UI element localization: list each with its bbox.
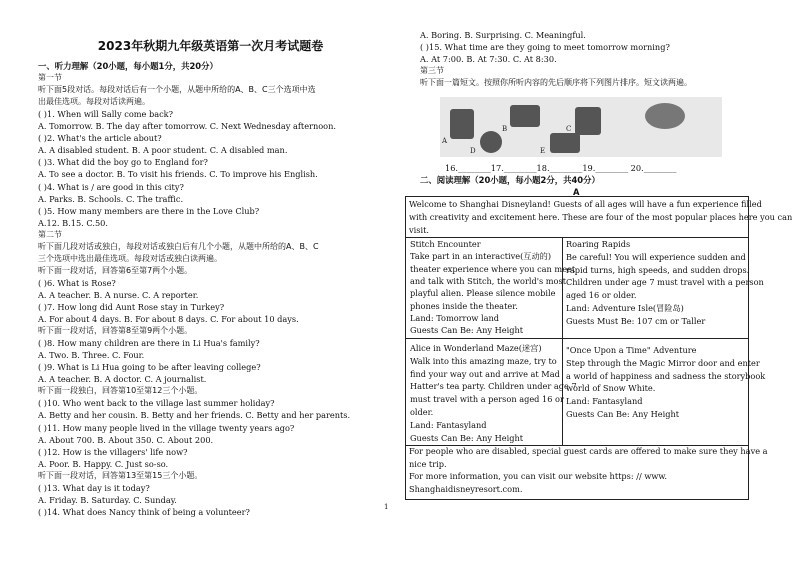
left-line: A. Friday. B. Saturday. C. Sunday.	[38, 494, 177, 505]
passage-line: theater experience where you can meet	[410, 263, 576, 274]
passage-line: must travel with a person aged 16 or	[410, 394, 564, 405]
left-line: 一、听力理解（20小题，每小题1分，共20分）	[38, 61, 218, 71]
rtop-line: 第三节	[420, 66, 444, 75]
left-line: ( )1. When will Sally come back?	[38, 109, 174, 120]
reading-section-heading: 二、阅读理解（20小题，每小题2分，共40分）	[420, 175, 600, 185]
left-line: ( )9. What is Li Hua going to be after leaving college?	[38, 362, 261, 373]
passage-line: visit.	[409, 225, 429, 235]
rtop-line: ( )15. What time are they going to meet tomorrow morning?	[420, 42, 670, 52]
passage-line: Land: Fantasyland	[566, 396, 643, 407]
picture-b	[510, 105, 540, 127]
passage-line: world of Snow White.	[566, 383, 656, 394]
left-line: 出最佳选项。每段对话读两遍。	[38, 97, 150, 107]
passage-line: Take part in an interactive(互动的)	[410, 251, 552, 262]
left-line: A. Poor. B. Happy. C. Just so-so.	[38, 458, 169, 469]
pic-label-e: E	[540, 147, 546, 155]
exam-title: 2023年秋期九年级英语第一次月考试题卷	[97, 39, 324, 53]
left-line: A. Parks. B. Schools. C. The traffic.	[38, 193, 184, 204]
passage-line: Land: Fantasyland	[410, 419, 487, 430]
page-number: 1	[384, 503, 389, 511]
left-line: A.12. B.15. C.50.	[38, 217, 108, 228]
passage-line: For more information, you can visit our website https: // www.	[409, 471, 667, 481]
picture-e	[550, 133, 580, 153]
left-line: A. About 700. B. About 350. C. About 200.	[38, 434, 214, 445]
left-line: ( )12. How is the villagers' life now?	[38, 446, 188, 457]
passage-line: Hatter's tea party. Children under age 7	[410, 381, 577, 392]
passage-line: a world of happiness and sadness the storybook	[566, 370, 766, 381]
left-line: 听下面一段对话，回答第8至第9两个小题。	[38, 326, 193, 336]
passage-line: Guests Can Be: Any Height	[566, 409, 680, 419]
left-line: ( )6. What is Rose?	[38, 277, 116, 288]
passage-line: Step through the Magic Mirror door and enter	[566, 357, 760, 368]
left-line: 三个选项中选出最佳选项。每段对话或独白读两遍。	[38, 253, 222, 263]
left-line: A. For about 4 days. B. For about 8 days. C. For about 10 days.	[38, 314, 299, 325]
passage-line: nice trip.	[409, 458, 447, 469]
left-line: A. To see a doctor. B. To visit his friends. C. To improve his English.	[38, 169, 318, 180]
pic-label-b: B	[502, 125, 508, 133]
left-line: ( )2. What's the article about?	[38, 133, 162, 144]
passage-line: Roaring Rapids	[566, 239, 631, 249]
left-line: 听下面一段对话，回答第6至第7两个小题。	[38, 265, 193, 275]
left-line: 听下面几段对话或独白，每段对话或独白后有几个小题，从题中所给的A、B、C	[38, 241, 319, 251]
passage-line: Be careful! You will experience sudden and	[566, 251, 746, 262]
left-line: 第一节	[38, 73, 62, 83]
left-line: 听下面一段对话，回答第13至第15三个小题。	[38, 470, 203, 480]
pic-label-c: C	[566, 125, 572, 133]
left-line: ( )4. What is / are good in this city?	[38, 181, 184, 192]
left-line: A. Betty and her cousin. B. Betty and her friends. C. Betty and her parents.	[38, 410, 351, 421]
box-rule	[406, 338, 748, 339]
left-line: ( )13. What day is it today?	[38, 482, 150, 493]
left-line: ( )8. How many children are there in Li Hua's family?	[38, 338, 260, 349]
passage-line: Stitch Encounter	[410, 239, 481, 249]
left-line: A. A teacher. B. A nurse. C. A reporter.	[38, 289, 199, 300]
passage-line: Guests Can Be: Any Height	[410, 432, 524, 443]
order-answer-line: 16.________17.________18.________19.________ 20.________	[445, 163, 677, 173]
passage-line: Welcome to Shanghai Disneyland! Guests of all ages will have a fun experience filled	[409, 199, 762, 209]
rtop-line: 听下面一篇短文。按照你所听内容的先后顺序将下列图片排序。短文读两遍。	[420, 78, 692, 87]
passage-line: Guests Must Be: 107 cm or Taller	[566, 315, 706, 326]
passage-line: Shanghaidisneyresort.com.	[409, 483, 523, 494]
picture-f	[645, 103, 685, 129]
left-line: A. A teacher. B. A doctor. C. A journalist.	[38, 374, 207, 385]
passage-line: Land: Tomorrow land	[410, 312, 500, 323]
passage-line: and talk with Stitch, the world's most	[410, 275, 566, 286]
passage-line: aged 16 or older.	[566, 290, 637, 301]
passage-label: A	[573, 187, 580, 197]
left-line: A. Two. B. Three. C. Four.	[38, 350, 145, 361]
passage-line: Walk into this amazing maze, try to	[410, 355, 557, 366]
passage-line: find your way out and arrive at Mad	[410, 368, 560, 379]
left-line: ( )10. Who went back to the village last summer holiday?	[38, 398, 275, 409]
passage-line: Land: Adventure Isle(冒险岛)	[566, 303, 684, 313]
passage-line: playful alien. Please silence mobile	[410, 288, 556, 299]
passage-line: Children under age 7 must travel with a person	[566, 277, 764, 288]
rtop-line: A. Boring. B. Surprising. C. Meaningful.	[420, 30, 586, 40]
left-line: 听下面一段独白，回答第10至第12三个小题。	[38, 386, 203, 396]
left-line: 第二节	[38, 229, 62, 239]
passage-line: For people who are disabled, special guest cards are offered to make sure they have a	[409, 446, 768, 456]
left-line: ( )5. How many members are there in the Love Club?	[38, 205, 260, 216]
rtop-line: A. At 7:00. B. At 7:30. C. At 8:30.	[420, 54, 557, 64]
passage-line: older.	[410, 407, 434, 417]
passage-line: Alice in Wonderland Maze(迷宫)	[410, 343, 542, 353]
box-rule	[406, 237, 748, 238]
passage-line: rapid turns, high speeds, and sudden drops.	[566, 264, 750, 275]
left-line: 听下面5段对话。每段对话后有一个小题，从题中所给的A、B、C三个选项中选	[38, 85, 316, 95]
passage-line: "Once Upon a Time" Adventure	[566, 345, 697, 355]
picture-a	[450, 109, 474, 139]
pic-label-a: A	[442, 137, 448, 145]
left-line: A. Tomorrow. B. The day after tomorrow. C. Next Wednesday afternoon.	[38, 121, 336, 132]
pic-label-d: D	[470, 147, 476, 155]
picture-d	[480, 131, 502, 153]
passage-line: phones inside the theater.	[410, 300, 518, 311]
passage-line: Guests Can Be: Any Height	[410, 325, 524, 336]
left-line: ( )7. How long did Aunt Rose stay in Turkey?	[38, 302, 225, 312]
left-line: ( )14. What does Nancy think of being a volunteer?	[38, 506, 250, 517]
passage-line: with creativity and excitement here. These are four of the most popular places here you can	[409, 212, 793, 222]
picture-strip	[440, 97, 722, 157]
left-line: ( )11. How many people lived in the village twenty years ago?	[38, 422, 295, 433]
left-line: ( )3. What did the boy go to England for?	[38, 157, 208, 168]
picture-c	[575, 107, 601, 135]
left-line: A. A disabled student. B. A poor student. C. A disabled man.	[38, 145, 288, 156]
